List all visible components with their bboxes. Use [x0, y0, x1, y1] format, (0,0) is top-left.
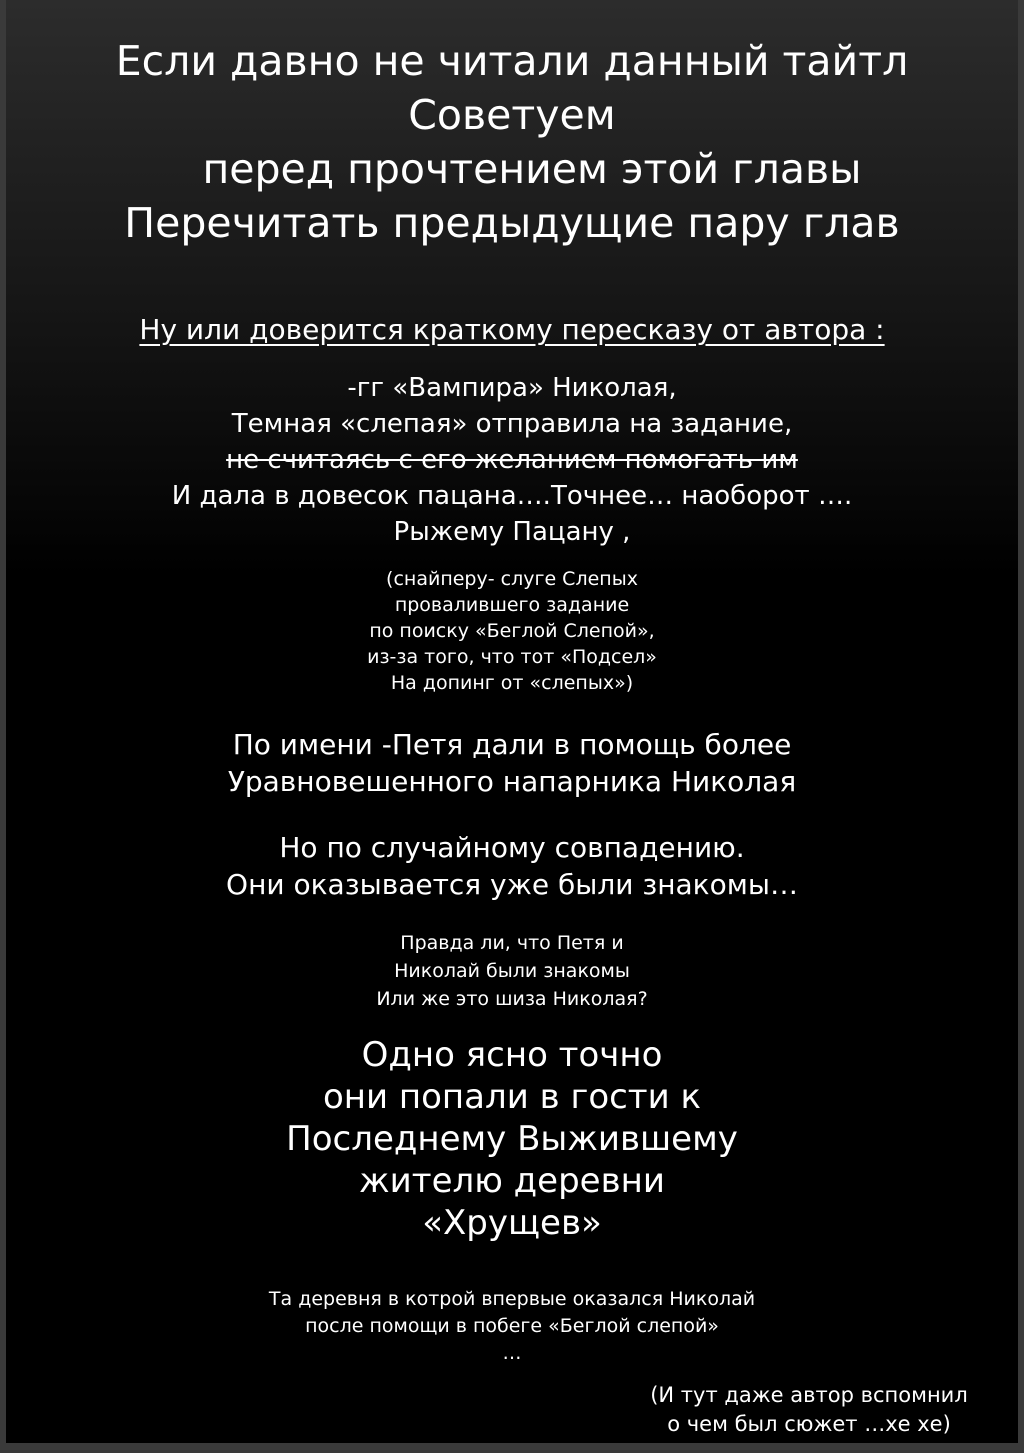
- recap-line: И дала в довесок пацана….Точнее… наоборот ….: [171, 481, 853, 511]
- note-line: Та деревня в котрой впервые оказался Николай: [268, 1288, 756, 1310]
- final-line: жителю деревни: [359, 1161, 665, 1201]
- final-paragraph: [6, 1034, 1018, 1244]
- recap-line: -гг «Вампира» Николая,: [347, 373, 677, 403]
- note-line: из-за того, что тот «Подсел»: [367, 646, 657, 668]
- paragraph-line: Но по случайному совпадению.: [279, 831, 745, 864]
- partner-paragraph: [6, 726, 1018, 800]
- recap-line: Темная «слепая» отправила на задание,: [231, 409, 793, 439]
- intro-line: Советуем: [408, 91, 616, 139]
- recap-strikethrough-line: не считаясь с его желанием помогать им: [226, 445, 798, 475]
- note-line: Правда ли, что Петя и: [400, 932, 624, 954]
- recap-line: Рыжему Пацану ,: [393, 517, 631, 547]
- note-line: (снайперу- слуге Слепых: [386, 568, 638, 590]
- final-line: Последнему Выжившему: [286, 1119, 738, 1159]
- note-line: Николай были знакомы: [394, 960, 630, 982]
- intro-line: Если давно не читали данный тайтл: [115, 37, 909, 85]
- paragraph-line: По имени -Петя дали в помощь более: [232, 728, 792, 761]
- intro-line: Перечитать предыдущие пару глав: [124, 199, 900, 247]
- author-note: [624, 1381, 994, 1439]
- note-line: На допинг от «слепых»): [390, 672, 634, 694]
- final-line: они попали в гости к: [322, 1077, 702, 1117]
- note-line: по поиску «Беглой Слепой»,: [369, 620, 655, 642]
- village-note: [6, 1286, 1018, 1367]
- coincidence-paragraph: [6, 829, 1018, 903]
- sniper-note: [6, 566, 1018, 696]
- ellipsis: …: [502, 1342, 522, 1364]
- recap-paragraph: [6, 370, 1018, 550]
- intro-line: перед прочтением этой главы: [202, 145, 862, 193]
- note-line: Или же это шиза Николая?: [376, 988, 648, 1010]
- paragraph-line: Уравновешенного напарника Николая: [227, 765, 797, 798]
- final-line: «Хрущев»: [422, 1203, 602, 1243]
- question-note: [6, 929, 1018, 1013]
- final-line: Одно ясно точно: [361, 1035, 663, 1075]
- intro-advice: [6, 34, 1018, 250]
- paragraph-line: Они оказывается уже были знакомы…: [226, 868, 798, 901]
- note-line: о чем был сюжет …хе хе): [667, 1412, 951, 1436]
- note-line: (И тут даже автор вспомнил: [650, 1383, 968, 1407]
- note-line: после помощи в побеге «Беглой слепой»: [305, 1315, 719, 1337]
- retell-heading: Ну или доверится краткому пересказу от автора :: [139, 313, 885, 346]
- note-line: провалившего задание: [394, 594, 630, 616]
